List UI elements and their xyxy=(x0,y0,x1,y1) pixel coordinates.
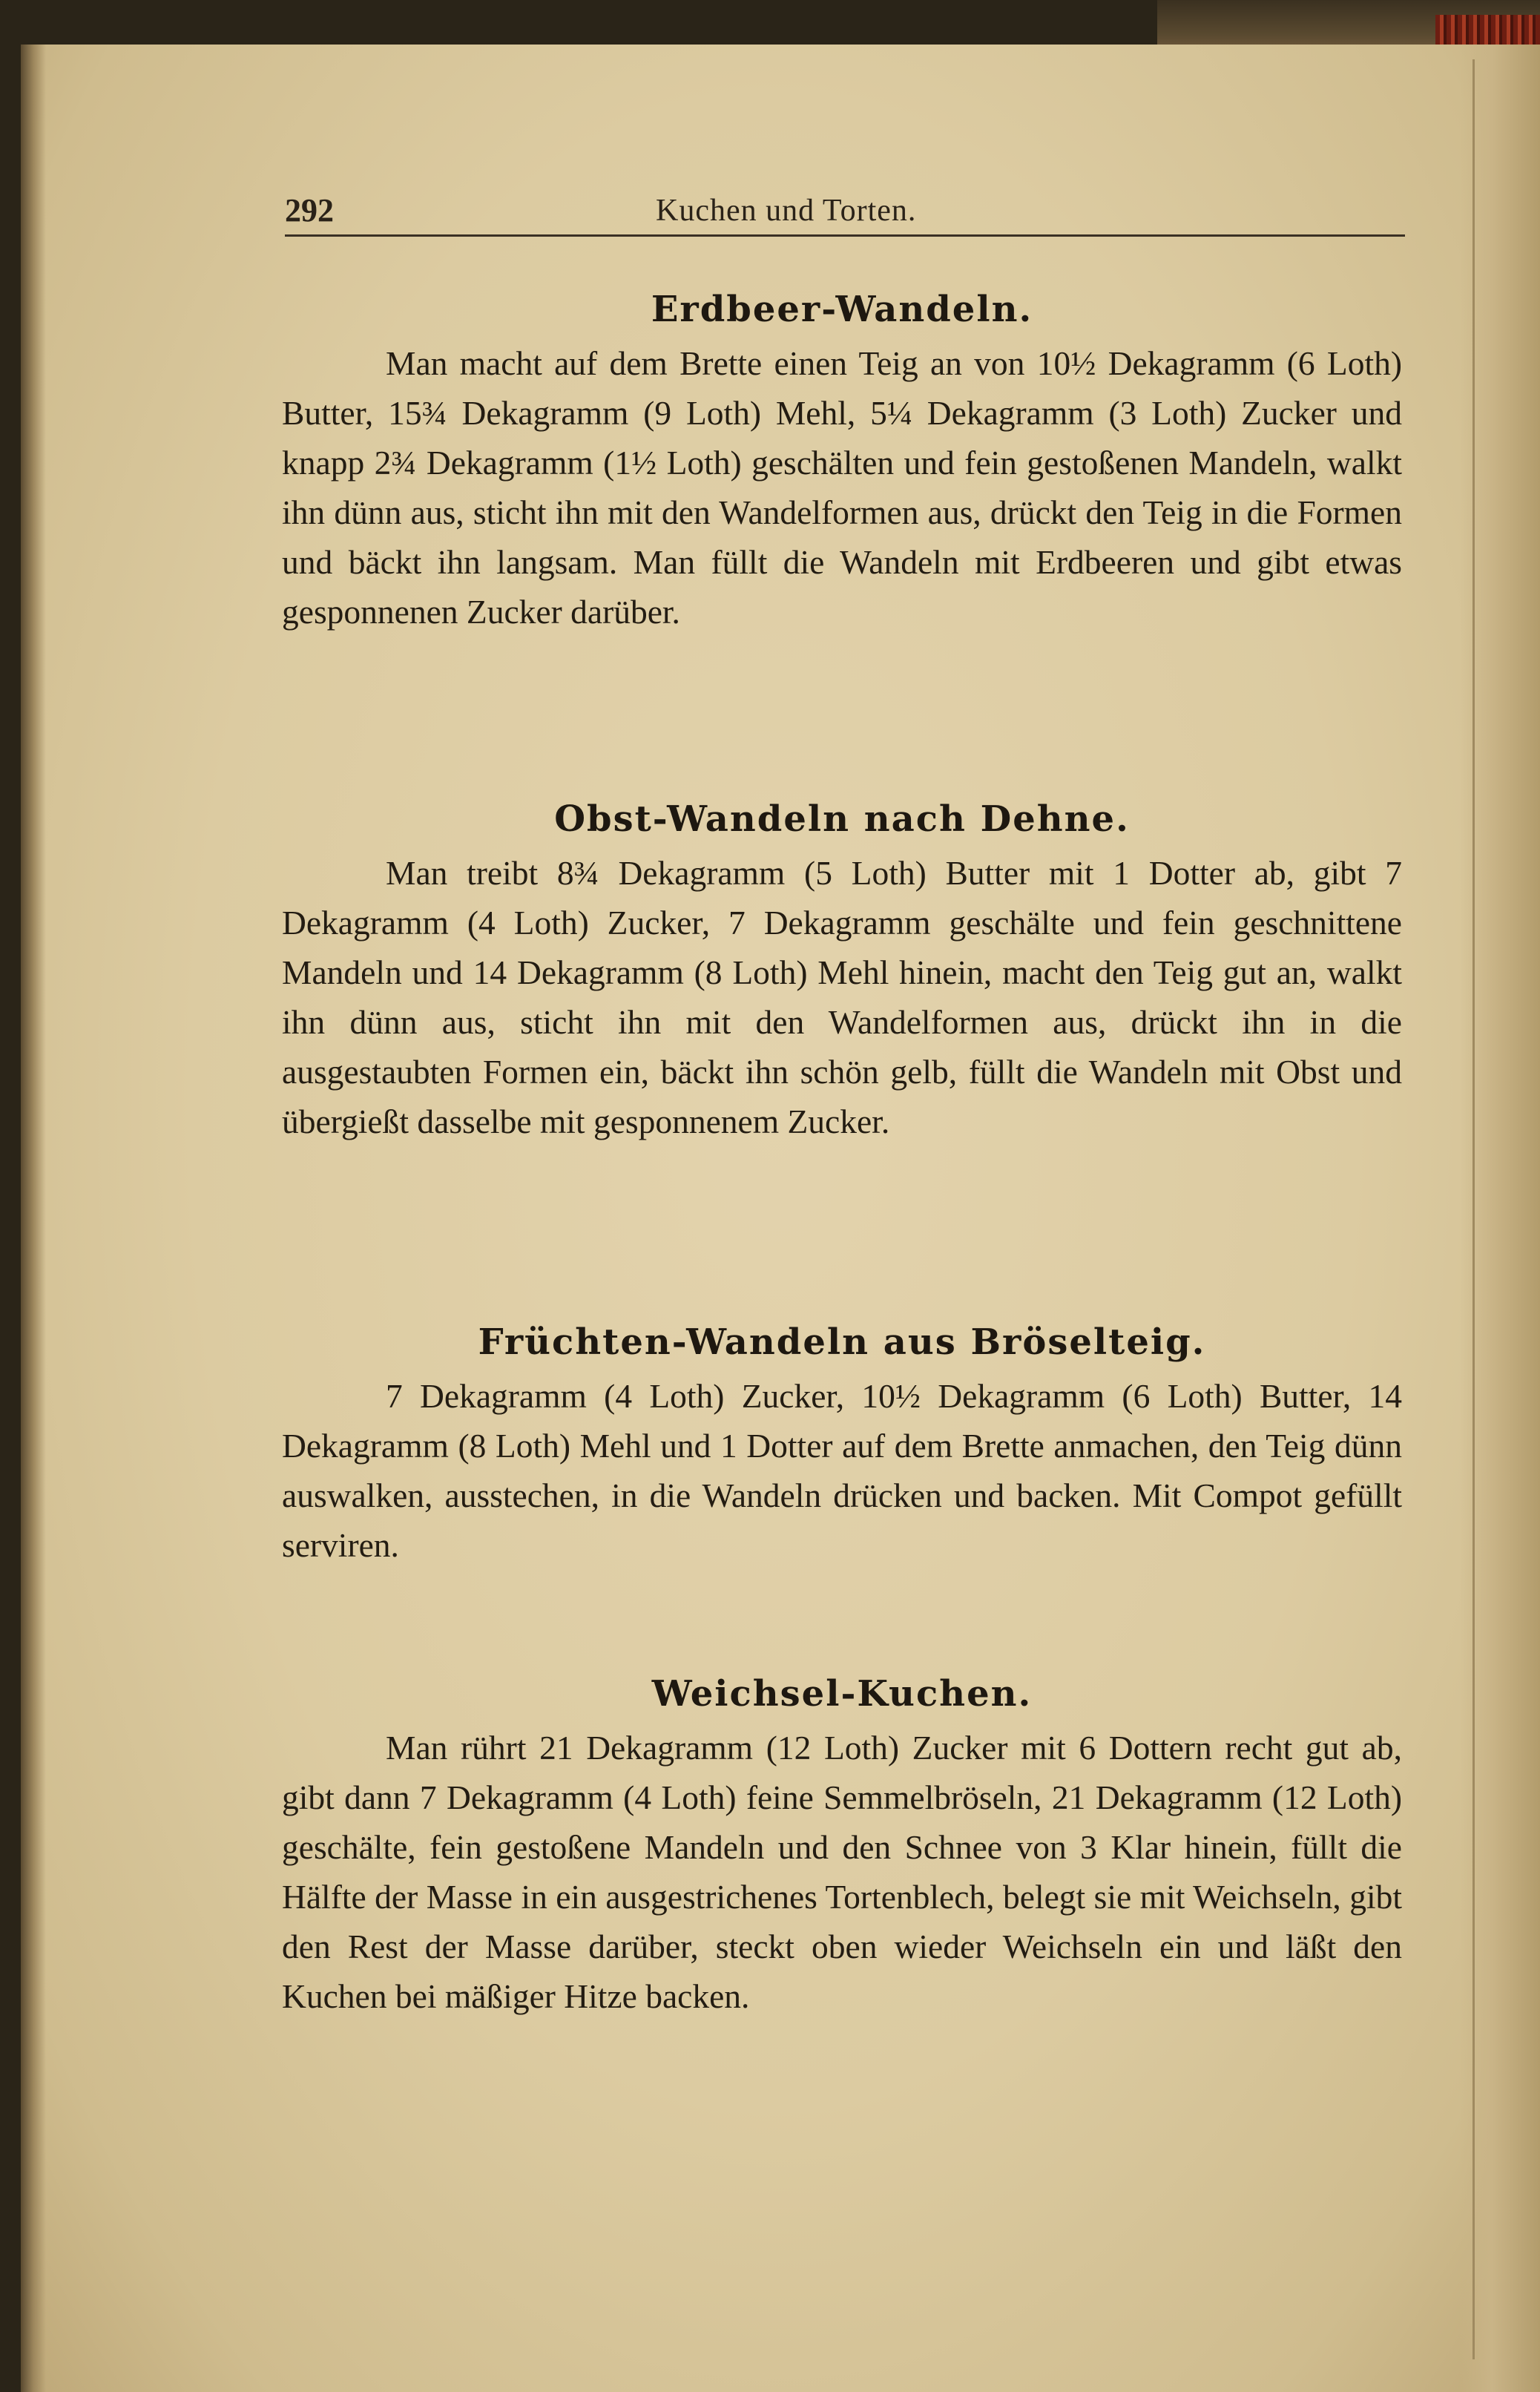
page-number: 292 xyxy=(285,192,334,229)
recipe-body: 7 Dekagramm (4 Loth) Zucker, 10½ Dekagramm (6 Loth) Butter, 14 Dekagramm (8 Loth) Mehl und 1 Dotter auf dem Brette anmachen, den Teig dünn auswalken, ausstechen, in die Wandeln drücken und backen. Mit Compot gefüllt serviren. xyxy=(282,1377,1402,1564)
recipe-obst-wandeln xyxy=(282,790,1402,1146)
recipe-body: Man treibt 8¾ Dekagramm (5 Loth) Butter mit 1 Dotter ab, gibt 7 Dekagramm (4 Loth) Zucker, 7 Dekagramm geschälte und fein geschnittene Mandeln und 14 Dekagramm (8 Loth) Mehl hinein, macht den Teig gut an, walkt ihn dünn aus, sticht ihn mit den Wandelformen aus, drückt ihn in die ausgestaubten Formen ein, bäckt ihn schön gelb, füllt die Wandeln mit Obst und übergießt dasselbe mit gesponnenem Zucker. xyxy=(282,854,1402,1140)
running-head: Kuchen und Torten. xyxy=(656,194,917,228)
recipe-body: Man macht auf dem Brette einen Teig an von 10½ Dekagramm (6 Loth) Butter, 15¾ Dekagramm (9 Loth) Mehl, 5¼ Dekagramm (3 Loth) Zucker und knapp 2¾ Dekagramm (1½ Loth) geschälten und fein gestoßenen Mandeln, walkt ihn dünn aus, sticht ihn mit den Wandelformen aus, drückt den Teig in die Formen und bäckt ihn langsam. Man füllt die Wandeln mit Erdbeeren und gibt etwas gesponnenen Zucker darüber. xyxy=(282,344,1402,631)
page-fold-line xyxy=(1472,59,1475,2359)
recipe-title: Früchten-Wandeln aus Bröselteig. xyxy=(478,1321,1206,1363)
page-header xyxy=(285,191,1405,243)
recipe-title: Obst-Wandeln nach Dehne. xyxy=(554,798,1130,840)
recipe-fruechten-wandeln xyxy=(282,1313,1402,1570)
recipe-title: Erdbeer-Wandeln. xyxy=(651,289,1033,330)
recipe-erdbeer-wandeln xyxy=(282,280,1402,637)
recipe-body: Man rührt 21 Dekagramm (12 Loth) Zucker mit 6 Dottern recht gut ab, gibt dann 7 Dekagramm (4 Loth) feine Semmelbröseln, 21 Dekagramm (12 Loth) geschälte, fein gestoßene Mandeln und den Schnee von 3 Klar hinein, füllt die Hälfte der Masse in ein ausgestrichenes Tortenblech, belegt sie mit Weichseln, gibt den Rest der Masse darüber, steckt oben wieder Weichseln ein und läßt den Kuchen bei mäßiger Hitze backen. xyxy=(282,1729,1402,2015)
recipe-weichsel-kuchen xyxy=(282,1665,1402,2021)
header-rule xyxy=(285,234,1405,237)
recipe-title: Weichsel-Kuchen. xyxy=(651,1673,1033,1715)
page-gutter xyxy=(21,45,46,2392)
